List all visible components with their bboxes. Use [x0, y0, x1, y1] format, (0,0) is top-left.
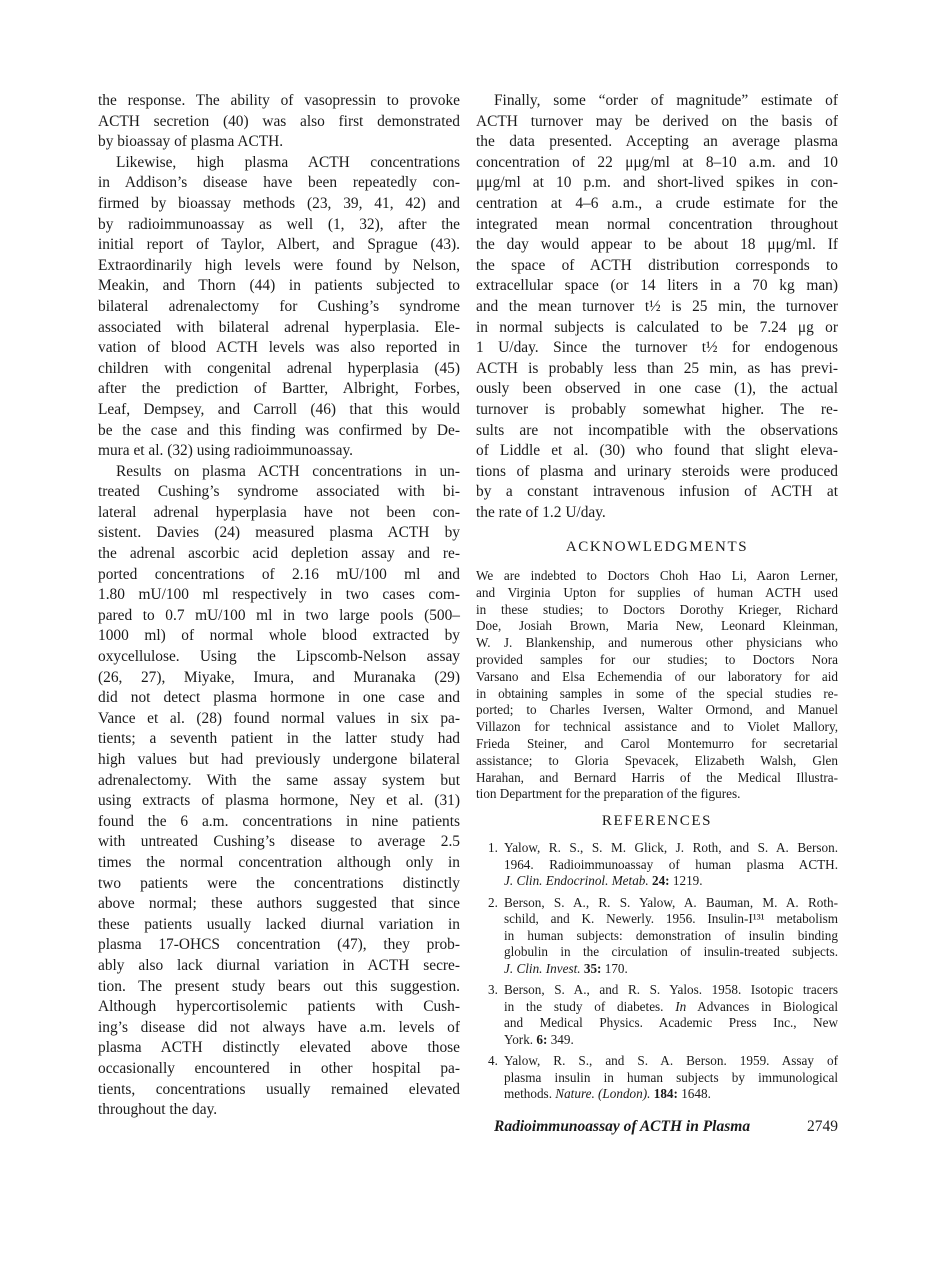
text-line: Varsano and Elsa Echemendia of our laboratory for aid: [476, 668, 838, 684]
text-line: Doe, Josiah Brown, Maria New, Leonard Kleinman,: [476, 618, 838, 634]
reference-item: [488, 982, 838, 1048]
text-line: by radioimmunoassay as well (1, 32), after the: [98, 215, 460, 233]
text-line: be the case and this finding was confirmed by De-: [98, 421, 460, 439]
text-line: two patients were the concentrations distinctly: [98, 874, 460, 892]
text-line: Although hypercortisolemic patients with Cush-: [98, 998, 460, 1016]
text-line: above normal; these authors suggested that since: [98, 895, 460, 913]
text-line: lateral adrenal hyperplasia have not been con-: [98, 503, 460, 521]
text-line: Villazon for technical assistance and to Violet Mallory,: [476, 719, 838, 735]
text-line: Results on plasma ACTH concentrations in un-: [116, 462, 460, 480]
text-line: in obtaining samples in some of the special studies re-: [476, 685, 838, 701]
reference-line: in the study of diabetes. In Advances in Biological: [504, 998, 839, 1014]
reference-line: J. Clin. Endocrinol. Metab. 24: 1219.: [504, 873, 703, 888]
reference-number: 4.: [488, 1053, 498, 1068]
text-line: vation of blood ACTH levels was also reported in: [98, 339, 460, 357]
text-line: by a constant intravenous infusion of ACTH at: [476, 483, 838, 501]
text-line: found the 6 a.m. concentrations in nine patients: [98, 812, 460, 830]
reference-line: York. 6: 349.: [504, 1031, 574, 1047]
text-line: and Virginia Upton for supplies of human ACTH used: [476, 584, 838, 600]
text-line: Vance et al. (28) found normal values in six pa-: [98, 709, 460, 727]
reference-line: plasma insulin in human subjects by immunological: [504, 1069, 838, 1085]
text-line: turnover is probably somewhat higher. The re-: [476, 400, 838, 418]
text-line: these patients usually lacked diurnal variation in: [98, 915, 460, 933]
text-line: tions of plasma and urinary steroids were produced: [476, 462, 838, 480]
text-line: adrenalectomy. With the same assay system but: [98, 771, 460, 789]
text-line: integrated mean normal concentration throughout: [476, 215, 838, 233]
text-line: throughout the day.: [98, 1101, 218, 1119]
paragraph: [98, 91, 460, 153]
text-line: and the mean turnover t½ is 25 min, the turnover: [476, 297, 838, 315]
reference-number: 3.: [488, 982, 498, 997]
text-line: plasma ACTH distinctly elevated above those: [98, 1039, 460, 1057]
paragraph: [98, 462, 460, 1121]
reference-line: schild, and K. Newerly. 1956. Insulin-I¹³¹ metabolism: [504, 911, 838, 926]
text-line: the space of ACTH distribution corresponds to: [476, 256, 838, 274]
text-line: Harahan, and Bernard Harris of the Medical Illustra-: [476, 769, 838, 785]
text-line: oxycellulose. Using the Lipscomb-Nelson assay: [98, 648, 460, 666]
paragraph: [476, 568, 838, 803]
text-line: Frieda Steiner, and Carol Montemurro for secretarial: [476, 735, 838, 751]
text-line: pared to 0.7 mU/100 ml in two large pools (500–: [98, 606, 460, 624]
right-column: [476, 91, 838, 523]
text-line: mura et al. (32) using radioimmunoassay.: [98, 442, 354, 460]
reference-line: Yalow, R. S., and S. A. Berson. 1959. Assay of: [504, 1053, 838, 1068]
text-line: the response. The ability of vasopressin to provoke: [98, 92, 460, 109]
text-line: the data presented. Accepting an average plasma: [476, 133, 838, 151]
reference-item: [488, 840, 838, 890]
text-line: 1 U/day. Since the turnover t½ for endogenous: [476, 339, 838, 357]
reference-line: globulin in the circulation of insulin-treated subjects.: [504, 944, 838, 959]
text-line: associated with bilateral adrenal hyperplasia. Ele-: [98, 318, 460, 336]
left-column: [98, 91, 460, 1121]
text-line: ACTH is probably less than 25 min, as has previ-: [476, 359, 838, 377]
text-line: centration at 4–6 a.m., a crude estimate for the: [476, 194, 838, 212]
text-line: tients; a seventh patient in the latter study had: [98, 730, 460, 748]
text-line: Likewise, high plasma ACTH concentrations: [116, 153, 460, 171]
text-line: after the prediction of Bartter, Albright, Forbes,: [98, 380, 460, 398]
reference-line: in human subjects: demonstration of insulin binding: [504, 927, 838, 943]
text-line: sults are not incompatible with the observations: [476, 421, 838, 439]
paragraph: [476, 91, 838, 523]
reference-line: Yalow, R. S., S. M. Glick, J. Roth, and S. A. Berson.: [504, 840, 838, 855]
reference-number: 1.: [488, 840, 498, 855]
reference-line: methods. Nature. (London). 184: 1648.: [504, 1086, 711, 1101]
text-line: occasionally encountered in other hospital pa-: [98, 1059, 460, 1077]
text-line: 1.80 mU/100 ml respectively in two cases com-: [98, 586, 460, 604]
reference-item: [488, 895, 838, 978]
text-line: μμg/ml at 10 p.m. and short-lived spikes in con-: [476, 174, 838, 192]
text-line: treated Cushing’s syndrome associated with bi-: [98, 483, 460, 501]
text-line: the day would appear to be about 18 μμg/ml. If: [476, 236, 838, 254]
text-line: times the normal concentration although only in: [98, 853, 460, 871]
text-line: bilateral adrenalectomy for Cushing’s syndrome: [98, 297, 460, 315]
references-heading: REFERENCES: [601, 813, 713, 829]
acknowledgments-body: [476, 568, 838, 803]
text-line: tients, concentrations usually remained elevated: [98, 1080, 460, 1098]
text-line: 1000 ml) of normal whole blood extracted by: [98, 627, 460, 645]
text-line: children with congenital adrenal hyperplasia (45): [98, 359, 460, 377]
text-line: firmed by bioassay methods (23, 39, 41, 42) and: [98, 194, 460, 212]
page-number: 2749: [807, 1118, 838, 1135]
reference-line: 1964. Radioimmunoassay of human plasma ACTH.: [504, 856, 838, 872]
text-line: ACTH secretion (40) was also first demonstrated: [98, 112, 460, 130]
text-line: initial report of Taylor, Albert, and Sprague (43).: [98, 236, 460, 254]
text-line: tion. The present study bears out this suggestion.: [98, 977, 460, 995]
reference-line: J. Clin. Invest. 35: 170.: [504, 960, 628, 976]
text-line: W. J. Blankenship, and numerous other physicians who: [476, 635, 838, 651]
running-title: Radioimmunoassay of ACTH in Plasma: [494, 1118, 751, 1135]
text-line: ously been observed in one case (1), the actual: [476, 380, 838, 398]
text-line: high values but had previously undergone bilateral: [98, 751, 460, 768]
text-line: in these studies; to Doctors Dorothy Krieger, Richard: [476, 601, 838, 617]
text-line: the adrenal ascorbic acid depletion assay and re-: [98, 545, 460, 563]
text-line: Meakin, and Thorn (44) in patients subjected to: [98, 277, 460, 295]
text-line: ACTH turnover may be derived on the basis of: [476, 112, 838, 130]
reference-item: [488, 1053, 838, 1103]
text-line: with untreated Cushing’s disease to average 2.5: [98, 833, 460, 851]
acknowledgments-heading: ACKNOWLEDGMENTS: [565, 539, 749, 555]
text-line: ing’s disease did not always have a.m. levels of: [98, 1018, 460, 1036]
reference-line: and Medical Physics. Academic Press Inc., New: [504, 1015, 838, 1030]
text-line: We are indebted to Doctors Choh Hao Li, Aaron Lerner,: [476, 568, 838, 583]
text-line: plasma 17-OHCS concentration (47), they prob-: [98, 936, 460, 954]
text-line: by bioassay of plasma ACTH.: [98, 133, 284, 151]
text-line: (26, 27), Miyake, Imura, and Muranaka (29): [98, 668, 460, 686]
text-line: ported; to Charles Iversen, Walter Ormond, and Manuel: [476, 702, 838, 718]
text-line: in Addison’s disease have been repeatedly con-: [98, 174, 460, 192]
reference-line: Berson, S. A., R. S. Yalow, A. Bauman, M. A. Roth-: [504, 894, 838, 910]
text-line: using extracts of plasma hormone, Ney et al. (31): [98, 792, 460, 810]
text-line: of Liddle et al. (30) who found that slight eleva-: [476, 442, 838, 460]
paragraph: [98, 153, 460, 462]
text-line: Finally, some “order of magnitude” estimate of: [494, 92, 838, 109]
references-list: [488, 840, 838, 1108]
text-line: Leaf, Dempsey, and Carroll (46) that this would: [98, 400, 460, 418]
text-line: assistance; to Gloria Spevacek, Elizabeth Walsh, Glen: [476, 752, 838, 768]
reference-number: 2.: [488, 894, 498, 910]
text-line: ported concentrations of 2.16 mU/100 ml and: [98, 565, 460, 583]
reference-line: Berson, S. A., and R. S. Yalos. 1958. Isotopic tracers: [504, 982, 838, 997]
text-line: tion Department for the preparation of the figures.: [476, 786, 741, 802]
text-line: provided samples for our studies; to Doctors Nora: [476, 651, 838, 667]
text-line: in normal subjects is calculated to be 7.24 μg or: [476, 318, 838, 336]
text-line: the rate of 1.2 U/day.: [476, 503, 606, 521]
text-line: did not detect plasma hormone in one case and: [98, 689, 460, 707]
text-line: extracellular space (or 14 liters in a 70 kg man): [476, 277, 838, 295]
text-line: ably also lack diurnal variation in ACTH secre-: [98, 956, 460, 974]
text-line: sistent. Davies (24) measured plasma ACTH by: [98, 524, 460, 542]
text-line: concentration of 22 μμg/ml at 8–10 a.m. and 10: [476, 153, 838, 171]
text-line: Extraordinarily high levels were found by Nelson,: [98, 256, 460, 274]
